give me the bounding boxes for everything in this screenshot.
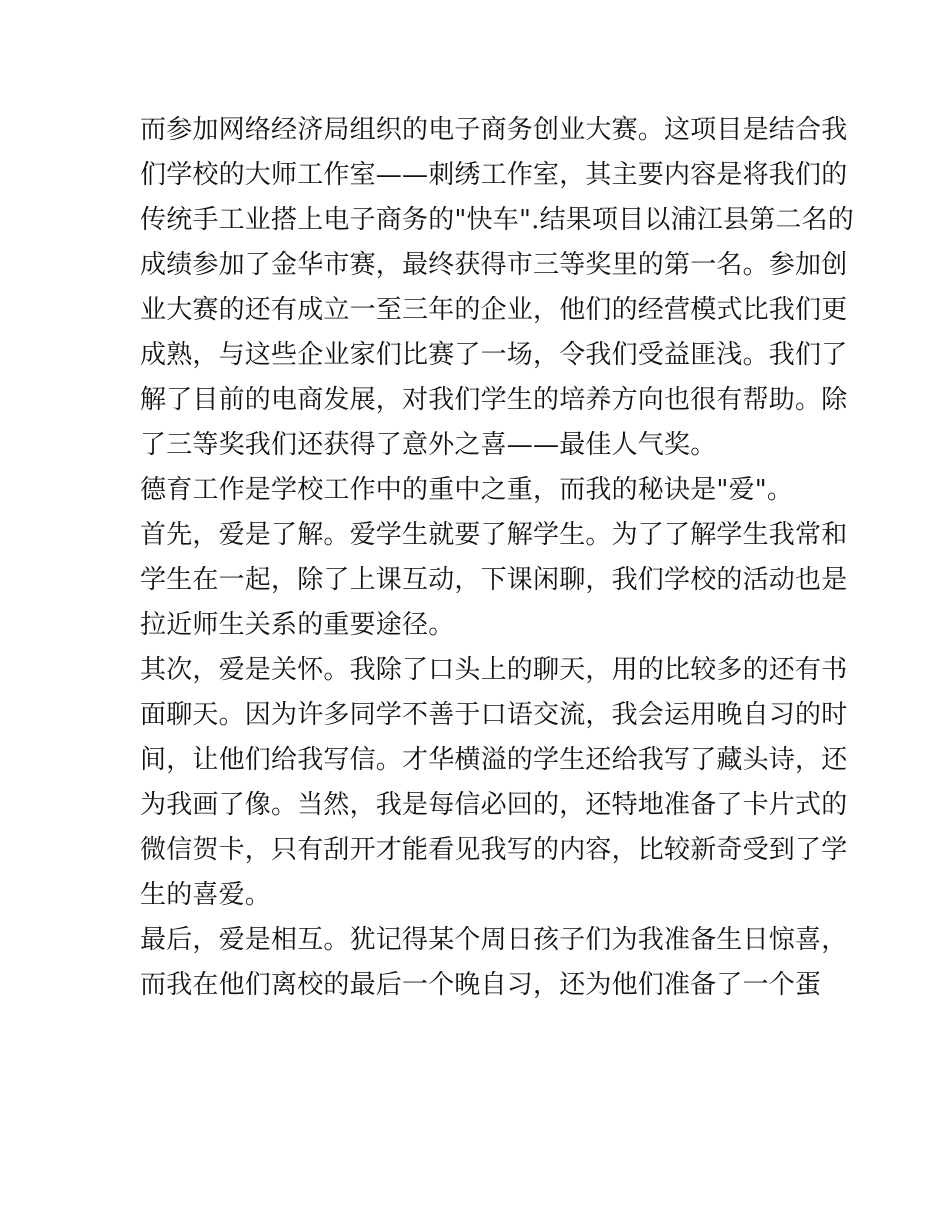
- text-line: 面聊天。因为许多同学不善于口语交流，我会运用晚自习的时: [140, 700, 848, 730]
- text-line: 们学校的大师工作室——刺绣工作室，其主要内容是将我们的: [140, 160, 848, 190]
- text-line: 德育工作是学校工作中的重中之重，而我的秘诀是"爱"。: [140, 475, 794, 505]
- text-line: 其次，爱是关怀。我除了口头上的聊天，用的比较多的还有书: [140, 655, 848, 685]
- text-line: 解了目前的电商发展，对我们学生的培养方向也很有帮助。除: [140, 385, 848, 415]
- text-line: 而我在他们离校的最后一个晚自习，还为他们准备了一个蛋: [140, 970, 822, 1000]
- text-line: 微信贺卡，只有刮开才能看见我写的内容，比较新奇受到了学: [140, 835, 848, 865]
- text-line: 业大赛的还有成立一至三年的企业，他们的经营模式比我们更: [140, 295, 848, 325]
- text-line: 传统手工业搭上电子商务的"快车".结果项目以浦江县第二名的: [140, 205, 854, 235]
- text-line: 成绩参加了金华市赛，最终获得市三等奖里的第一名。参加创: [140, 250, 848, 280]
- text-line: 学生在一起，除了上课互动，下课闲聊，我们学校的活动也是: [140, 565, 848, 595]
- text-line: 最后，爱是相互。犹记得某个周日孩子们为我准备生日惊喜，: [140, 925, 848, 955]
- text-line: 拉近师生关系的重要途径。: [140, 610, 455, 640]
- text-line: 生的喜爱。: [140, 880, 272, 910]
- text-line: 成熟，与这些企业家们比赛了一场，令我们受益匪浅。我们了: [140, 340, 848, 370]
- text-line: 为我画了像。当然，我是每信必回的，还特地准备了卡片式的: [140, 790, 848, 820]
- text-line: 而参加网络经济局组织的电子商务创业大赛。这项目是结合我: [140, 115, 848, 145]
- text-line: 了三等奖我们还获得了意外之喜——最佳人气奖。: [140, 430, 717, 460]
- text-line: 首先，爱是了解。爱学生就要了解学生。为了了解学生我常和: [140, 520, 848, 550]
- document-body: [140, 108, 854, 1008]
- text-line: 间，让他们给我写信。才华横溢的学生还给我写了藏头诗，还: [140, 745, 848, 775]
